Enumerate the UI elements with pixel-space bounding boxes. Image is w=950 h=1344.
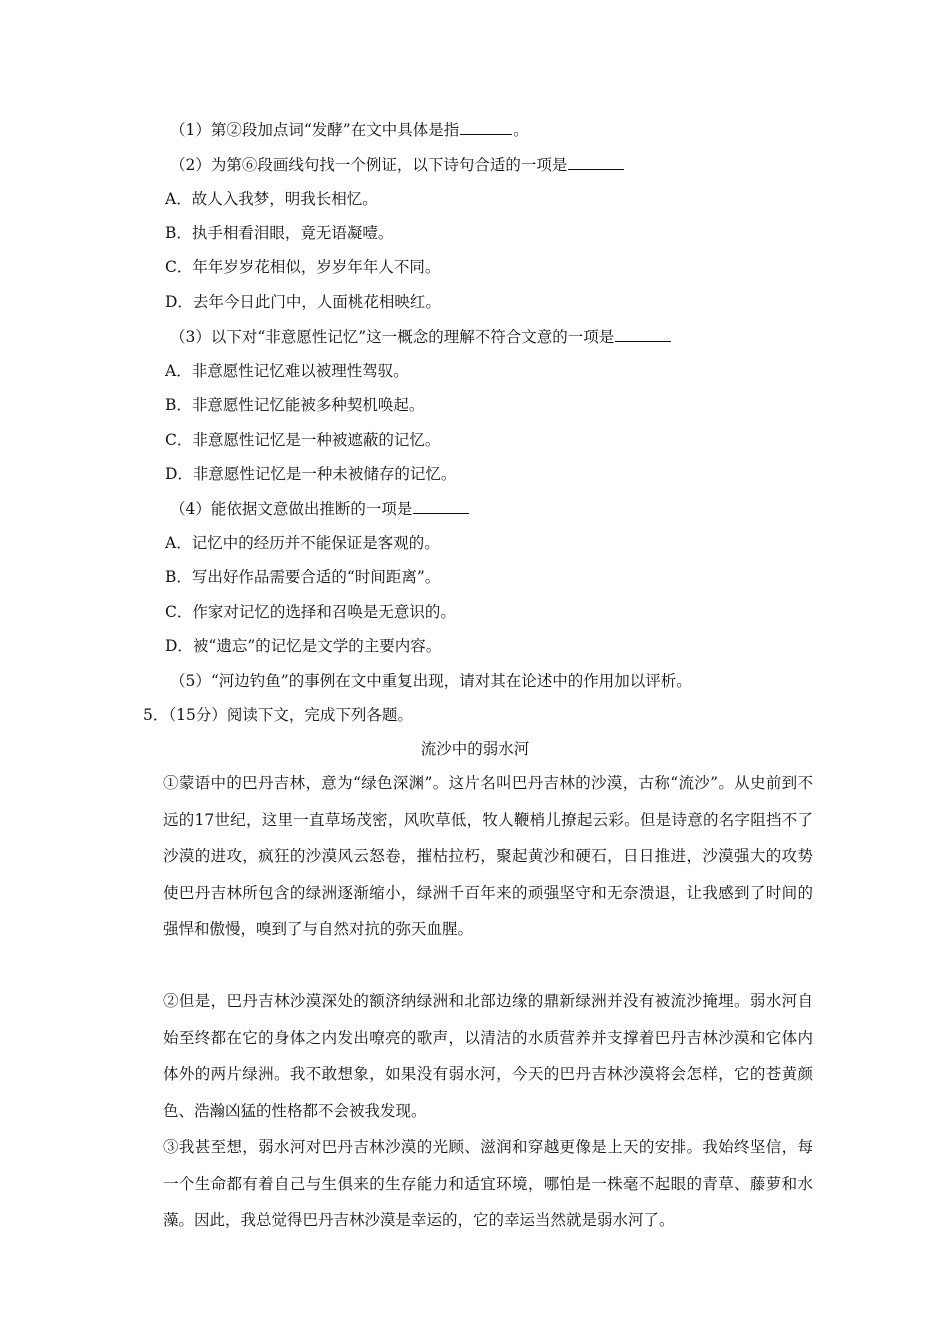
question-4-4 [170,497,470,520]
question-4-3 [170,325,672,348]
question-4-2-text: （2）为第⑥段画线句找一个例证，以下诗句合适的一项是 [170,156,568,174]
article-paragraph-3: ③我甚至想，弱水河对巴丹吉林沙漠的光顾、滋润和穿越更像是上天的安排。我始终坚信，每一个生命都有着自己与生俱来的生存能力和适宜环境，哪怕是一株毫不起眼的青草、藤萝和水藻。因此，我总觉得巴丹吉林沙漠是幸运的，它的幸运当然就是弱水河了。 [163,1138,813,1229]
question-5-header [143,704,413,726]
answer-blank[interactable] [615,325,671,342]
answer-blank[interactable] [460,118,512,135]
question-4-3-text: （3）以下对“非意愿性记忆”这一概念的理解不符合文意的一项是 [170,328,615,346]
answer-blank[interactable] [568,153,624,170]
option-4-2-d: D．去年今日此门中，人面桃花相映红。 [165,293,441,311]
article-paragraph-2: ②但是，巴丹吉林沙漠深处的额济纳绿洲和北部边缘的鼎新绿洲并没有被流沙掩埋。弱水河自始至终都在它的身体之内发出嘹亮的歌声，以清洁的水质营养并支撑着巴丹吉林沙漠和它体内体外的两片绿洲。我不敢想象，如果没有弱水河，今天的巴丹吉林沙漠将会怎样，它的苍黄颜色、浩瀚凶猛的性格都不会被我发现。 [163,992,813,1120]
option-4-3-b: B．非意愿性记忆能被多种契机唤起。 [165,396,425,414]
option-4-2-c: C．年年岁岁花相似，岁岁年年人不同。 [165,258,441,276]
option-4-4-d: D．被“遗忘”的记忆是文学的主要内容。 [165,637,442,655]
question-5-instruction: （15分）阅读下文，完成下列各题。 [168,706,413,724]
option-4-4-c: C．作家对记忆的选择和召唤是无意识的。 [165,603,456,621]
question-4-1-suffix: 。 [513,121,529,139]
option-4-3-a: A．非意愿性记忆难以被理性驾驭。 [165,362,409,380]
option-4-2-a: A．故人入我梦，明我长相忆。 [165,190,378,208]
question-4-1-text: （1）第②段加点词“发酵”在文中具体是指 [170,121,460,139]
option-4-3-d: D．非意愿性记忆是一种未被储存的记忆。 [165,465,457,483]
article-title: 流沙中的弱水河 [420,740,530,758]
option-4-4-a: A．记忆中的经历并不能保证是客观的。 [165,534,440,552]
option-4-2-b: B．执手相看泪眼，竟无语凝噎。 [165,224,394,242]
option-4-3-c: C．非意愿性记忆是一种被遮蔽的记忆。 [165,431,441,449]
question-5-number: 5． [143,706,169,724]
article-paragraph-1: ①蒙语中的巴丹吉林，意为“绿色深渊”。这片名叫巴丹吉林的沙漠，古称“流沙”。从史前到不远的17世纪，这里一直草场茂密，风吹草低，牧人鞭梢儿撩起云彩。但是诗意的名字阻挡不了沙漠的进攻，疯狂的沙漠风云怒卷，摧枯拉朽，聚起黄沙和硬石，日日推进，沙漠强大的攻势使巴丹吉林所包含的绿洲逐渐缩小，绿洲千百年来的顽强坚守和无奈溃退，让我感到了时间的强悍和傲慢，嗅到了与自然对抗的弥天血腥。 [163,774,813,938]
question-4-2 [170,153,625,176]
question-4-1 [170,118,529,141]
question-4-4-text: （4）能依据文意做出推断的一项是 [170,500,413,518]
answer-blank[interactable] [413,497,469,514]
option-4-4-b: B．写出好作品需要合适的“时间距离”。 [165,568,441,586]
question-4-5: （5）“河边钓鱼”的事例在文中重复出现，请对其在论述中的作用加以评析。 [170,672,692,690]
